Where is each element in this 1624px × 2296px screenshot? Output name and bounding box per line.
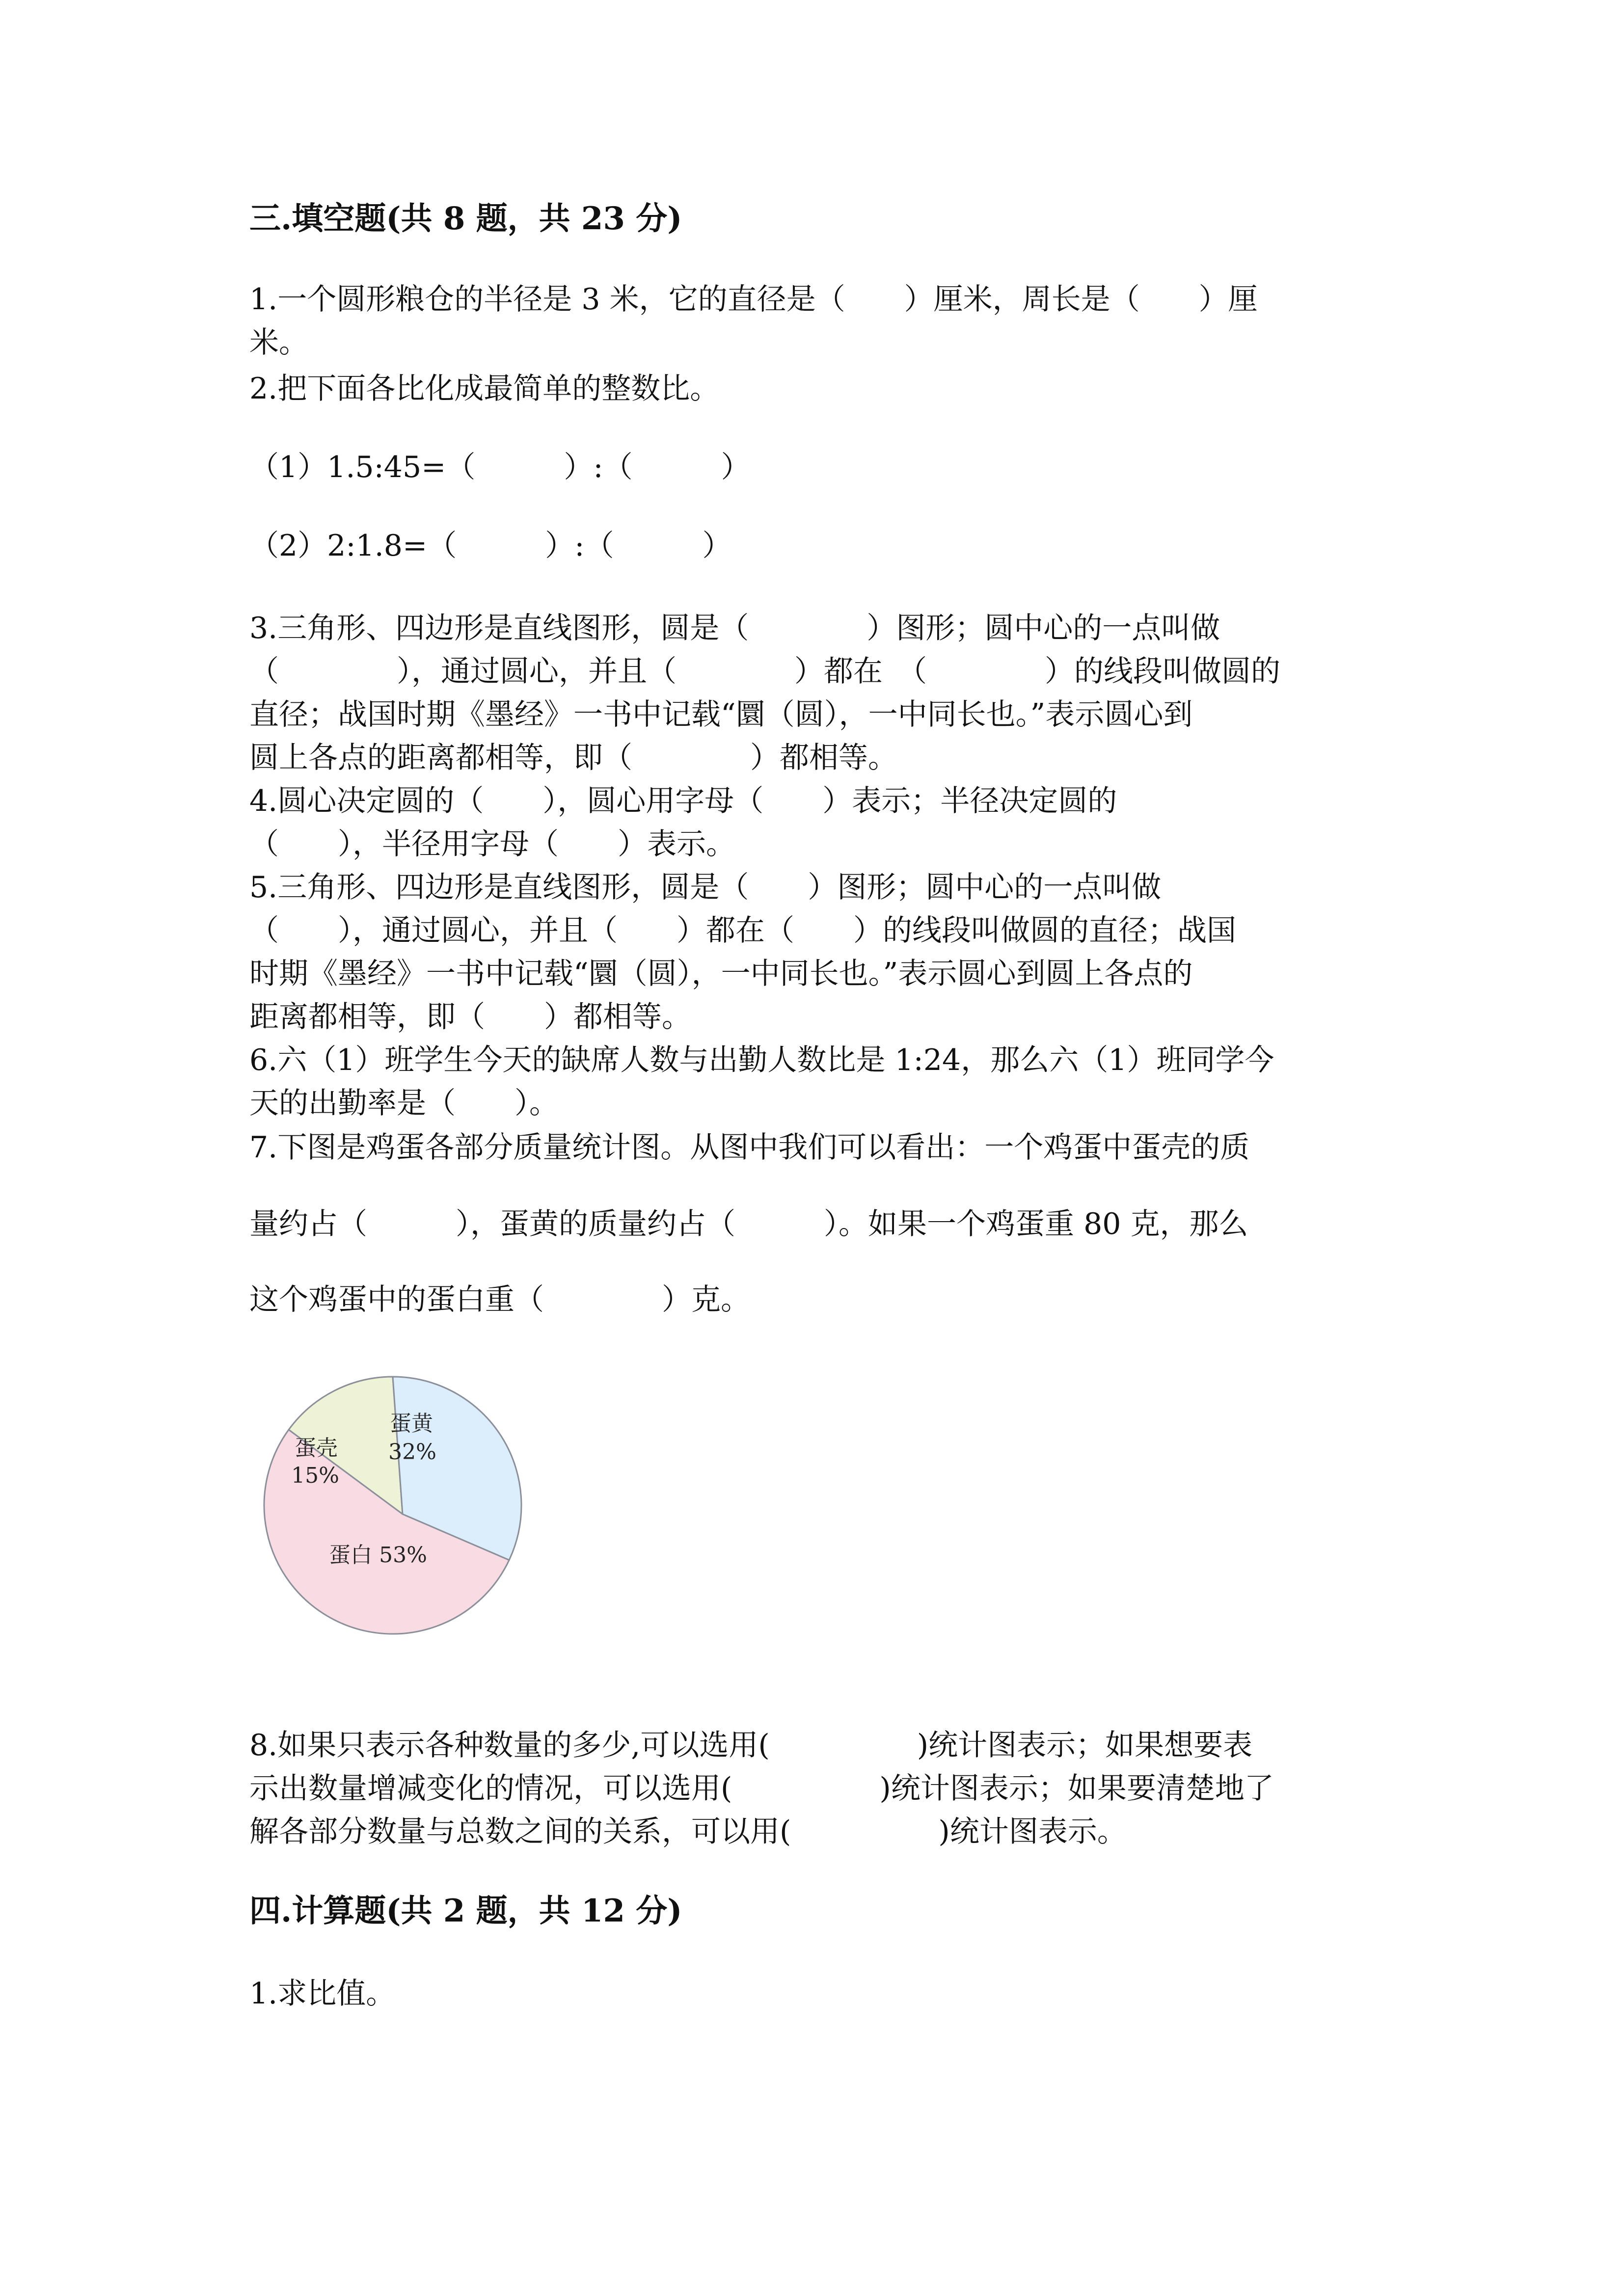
q7-line3: 这个鸡蛋中的蛋白重（ ）克。	[249, 1282, 750, 1317]
q3-line1: 3.三角形、四边形是直线图形，圆是（ ）图形；圆中心的一点叫做	[249, 611, 1220, 645]
q8-line3: 解各部分数量与总数之间的关系，可以用( )统计图表示。	[249, 1815, 1127, 1849]
q2-sub2: （2）2:1.8=（ ）:（ ）	[249, 529, 732, 563]
label-white: 蛋白 53%	[329, 1543, 427, 1568]
q7-line1: 7.下图是鸡蛋各部分质量统计图。从图中我们可以看出：一个鸡蛋中蛋壳的质	[249, 1130, 1250, 1165]
section4-q1: 1.求比值。	[249, 1976, 396, 2011]
q5-line1: 5.三角形、四边形是直线图形，圆是（ ）图形；圆中心的一点叫做	[249, 870, 1162, 905]
section3-title: 三.填空题(共 8 题，共 23 分)	[249, 200, 682, 237]
label-yolk-percent: 32%	[388, 1440, 436, 1465]
pie-chart-svg	[245, 1372, 540, 1647]
q4-line1: 4.圆心决定圆的（ ），圆心用字母（ ）表示；半径决定圆的	[249, 784, 1117, 818]
q3-line4: 圆上各点的距离都相等，即（ ）都相等。	[249, 741, 897, 775]
q4-line2: （ ），半径用字母（ ）表示。	[249, 827, 735, 861]
q3-line2: （ ），通过圆心，并且（ ）都在 （ ）的线段叫做圆的	[249, 654, 1280, 689]
egg-composition-pie-chart	[245, 1372, 540, 1647]
q2-sub1: （1）1.5:45=（ ）:（ ）	[249, 450, 751, 484]
q6-line2: 天的出勤率是（ ）。	[249, 1086, 559, 1121]
q2-line1: 2.把下面各比化成最简单的整数比。	[249, 372, 720, 406]
q7-line2: 量约占（ ），蛋黄的质量约占（ ）。如果一个鸡蛋重 80 克，那么	[249, 1207, 1248, 1241]
q8-line2: 示出数量增减变化的情况，可以选用( )统计图表示；如果要清楚地了	[249, 1771, 1274, 1806]
q3-line3: 直径；战国时期《墨经》一书中记载“圜（圆），一中同长也。”表示圆心到	[249, 697, 1193, 732]
section4-title: 四.计算题(共 2 题，共 12 分)	[249, 1893, 682, 1929]
q5-line2: （ ），通过圆心，并且（ ）都在（ ）的线段叫做圆的直径；战国	[249, 913, 1236, 948]
label-shell-percent: 15%	[291, 1463, 339, 1488]
q1-line1: 1.一个圆形粮仓的半径是 3 米，它的直径是（ ）厘米，周长是（ ）厘	[249, 282, 1258, 317]
q5-line3: 时期《墨经》一书中记载“圜（圆），一中同长也。”表示圆心到圆上各点的	[249, 957, 1193, 991]
label-shell-name: 蛋壳	[295, 1436, 338, 1461]
q8-line1: 8.如果只表示各种数量的多少,可以选用( )统计图表示；如果想要表	[249, 1728, 1253, 1762]
label-yolk-name: 蛋黄	[390, 1411, 433, 1436]
q6-line1: 6.六（1）班学生今天的缺席人数与出勤人数比是 1:24，那么六（1）班同学今	[249, 1043, 1274, 1077]
q5-line4: 距离都相等，即（ ）都相等。	[249, 1000, 691, 1034]
q1-line2: 米。	[249, 325, 308, 360]
